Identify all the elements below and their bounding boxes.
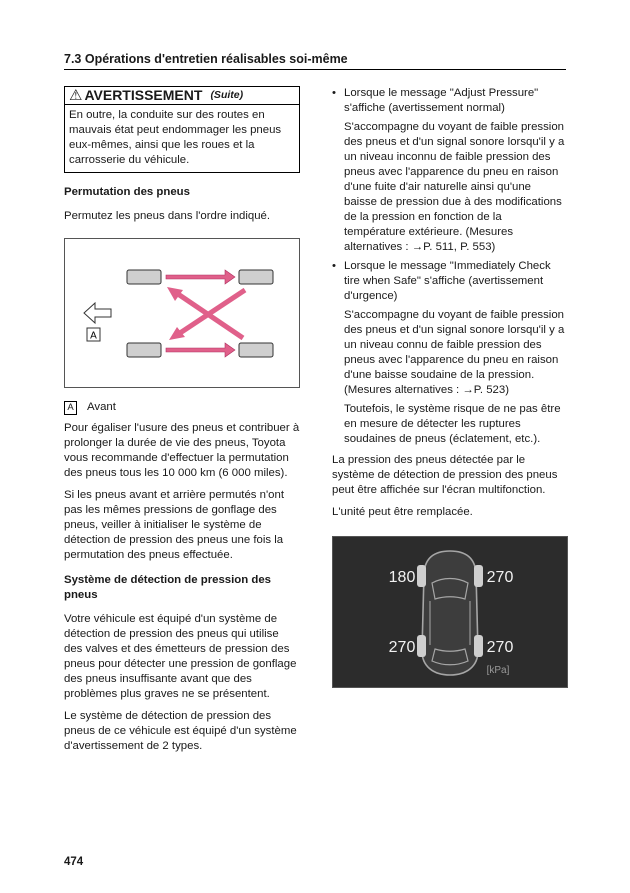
bullet-1-lead: • Lorsque le message "Adjust Pressure" s'affiche (avertissement normal) (344, 87, 539, 114)
list-item (332, 86, 566, 255)
tpms-paragraph-1: Votre véhicule est équipé d'un système de détection de pression des pneus qui utilise des valves et des émetteurs de pression des pneus pour détecter une pression de gonflage des pneus insuffisante avant que des problèmes plus graves ne se présentent. (64, 613, 297, 700)
rotation-heading: Permutation des pneus (64, 186, 190, 198)
arrow-front-icon (166, 270, 235, 284)
warning-box (64, 86, 300, 173)
bullet-2-lead: • Lorsque le message "Immediately Check tire when Safe" s'affiche (avertissement d'urgence) (344, 260, 551, 302)
tire-front-left-icon (127, 270, 161, 284)
legend-key: A (64, 401, 77, 415)
pressure-rear-right: 270 (486, 639, 514, 656)
rotation-intro: Permutez les pneus dans l'ordre indiqué. (64, 210, 271, 222)
tpms-heading: Système de détection de pression des pneus (64, 574, 272, 601)
label-a: A (90, 330, 97, 342)
legend (64, 400, 300, 415)
bullet-2-body: S'accompagne du voyant de faible pression des pneus et d'un signal sonore lorsqu'il y a un niveau connu de faible pression des pneus avec l'apparence du pneu en raison d'une baisse soudaine de la pression. (Mesures alternatives : →P. 523) (344, 309, 565, 396)
pressure-front-right: 270 (486, 569, 514, 586)
wheel-rear-right-icon (474, 635, 483, 657)
section-header: 7.3 Opérations d'entretien réalisables soi-même (64, 52, 566, 70)
legend-text: Avant (87, 401, 116, 413)
rotation-paragraph-1: Pour égaliser l'usure des pneus et contribuer à prolonger la durée de vie des pneus, Toyota vous recommande d'effectuer la permutation des pneus tous les 10 000 km (6 000 miles). (64, 422, 300, 479)
after-paragraph-2: L'unité peut être remplacée. (332, 506, 473, 518)
warning-title: AVERTISSEMENT (84, 87, 203, 103)
wheel-rear-left-icon (417, 635, 426, 657)
left-column (64, 86, 300, 761)
warning-text: En outre, la conduite sur des routes en mauvais état peut endommager les pneus eux-mêmes, ainsi que les roues et la carrosserie du véhicule. (69, 109, 282, 166)
arrow-diagonal-down-icon (177, 290, 245, 335)
arrow-rear-icon (166, 343, 235, 357)
warning-suite: (Suite) (210, 89, 244, 101)
tire-front-right-icon (239, 270, 273, 284)
right-column (332, 86, 566, 688)
rotation-diagram-svg (65, 239, 299, 387)
page-number: 474 (64, 856, 84, 868)
pressure-front-left: 180 (388, 569, 416, 586)
tire-rotation-diagram (64, 238, 300, 388)
tpms-paragraph-2: Le système de détection de pression des pneus de ce véhicule est équipé d'un système d'avertissement de 2 types. (64, 710, 297, 752)
pressure-unit: [kPa] (486, 665, 510, 676)
bullet-1-body: S'accompagne du voyant de faible pression des pneus et d'un signal sonore lorsqu'il y a un niveau inconnu de faible pression des pneus avec l'apparence du pneu en raison d'une fuite d'air naturelle ainsi qu'une baisse de pression due à des modifications de la pression en fonction de la température extérieure. (Mesures alternatives : →P. 511, P. 553) (344, 121, 565, 253)
tire-pressure-display (332, 536, 568, 688)
warning-types-list (332, 86, 566, 447)
front-direction-arrow-icon (84, 303, 111, 323)
tire-pressure-display-svg (333, 537, 567, 687)
tire-rear-right-icon (239, 343, 273, 357)
wheel-front-left-icon (417, 565, 426, 587)
warning-triangle-icon: ⚠ (69, 87, 83, 104)
bullet-2-extra: Toutefois, le système risque de ne pas être en mesure de détecter les ruptures soudaines de pneus (éclatement, etc.). (344, 403, 561, 445)
rotation-paragraph-2: Si les pneus avant et arrière permutés n'ont pas les mêmes pressions de gonflage des pneus, veiller à initialiser le système de détection de pression des pneus une fois la permutation des pneus effectuée. (64, 489, 284, 561)
wheel-front-right-icon (474, 565, 483, 587)
list-item (332, 259, 566, 447)
tire-rear-left-icon (127, 343, 161, 357)
after-paragraph-1: La pression des pneus détectée par le système de détection de pression des pneus peut être affichée sur l'écran multifonction. (332, 454, 558, 496)
warning-header (65, 87, 299, 105)
pressure-rear-left: 270 (388, 639, 416, 656)
